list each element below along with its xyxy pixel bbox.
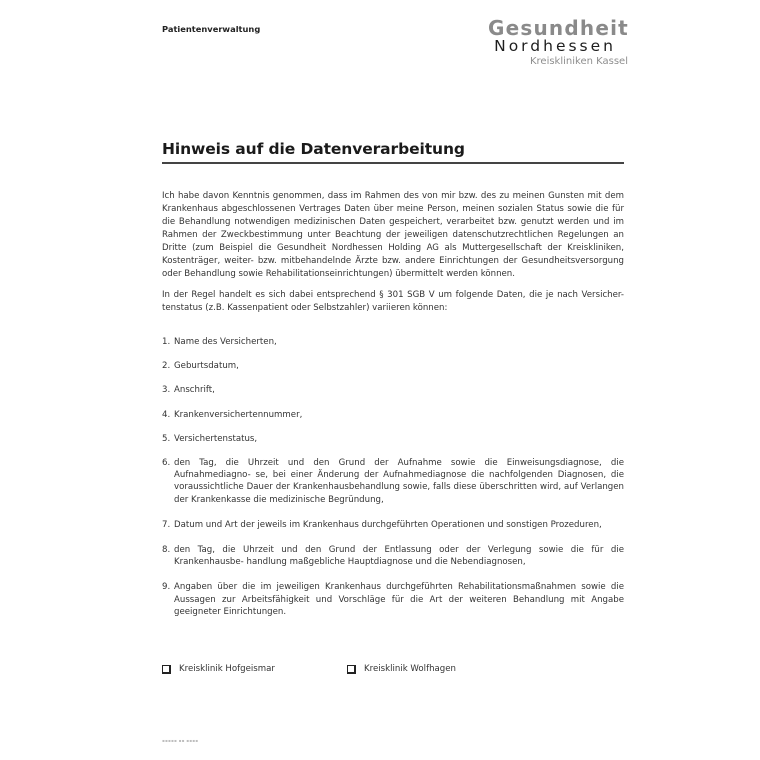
- document-title: Hinweis auf die Datenverarbeitung: [162, 140, 465, 158]
- list-item-text: den Tag, die Uhrzeit und den Grund der Entlassung oder der Verlegung sowie die für die Krankenhausbe- handlung maßgebliche Hauptdiagnose und die Nebendiagnosen,: [174, 545, 624, 568]
- list-item-number: 8.: [162, 545, 171, 556]
- checkbox-wolfhagen[interactable]: [347, 664, 456, 674]
- form-code-mark: ▪▪▪▪▪ ▪▪ ▪▪▪▪: [162, 738, 199, 743]
- list-item-number: 3.: [162, 385, 171, 396]
- list-item-number: 5.: [162, 433, 171, 444]
- list-item-text: Krankenversichertennummer,: [174, 409, 303, 420]
- list-item-text: Angaben über die im jeweiligen Krankenhaus durchgeführten Rehabilitationsmaßnahmen sowie die Aussagen zur Arbeitsfähigkeit und Vorschläge für die Art der weiteren Behandlung mit Angabe geeigneter Einrichtungen.: [174, 582, 624, 617]
- logo-line-1: Gesundheit: [488, 16, 629, 40]
- list-item-text: Anschrift,: [174, 385, 215, 396]
- list-item: [162, 360, 624, 372]
- checkbox-hofgeismar[interactable]: [162, 664, 275, 674]
- list-item-text: Datum und Art der jeweils im Krankenhaus durchgeführten Operationen und sonstigen Prozeduren,: [174, 519, 602, 530]
- list-item-number: 6.: [162, 458, 171, 469]
- list-item: [162, 409, 624, 421]
- list-item-text: Name des Versicherten,: [174, 337, 277, 347]
- list-item: [162, 336, 624, 348]
- logo-line-3: Kreiskliniken Kassel: [529, 55, 628, 67]
- list-item: [162, 544, 624, 568]
- data-items-list: [162, 336, 624, 618]
- checkbox-label: Kreisklinik Hofgeismar: [179, 664, 275, 674]
- list-item-number: 2.: [162, 361, 171, 372]
- title-underline: [162, 162, 624, 164]
- department-label: Patientenverwaltung: [162, 24, 261, 34]
- checkbox-label: Kreisklinik Wolfhagen: [364, 664, 456, 674]
- list-item-text: Geburtsdatum,: [174, 361, 239, 372]
- list-item-number: 7.: [162, 519, 171, 530]
- list-item: [162, 457, 624, 506]
- organization-logo: [488, 18, 628, 67]
- list-item: [162, 581, 624, 618]
- list-item: [162, 384, 624, 396]
- logo-line-2: Nordhessen: [494, 37, 616, 55]
- checkbox-icon[interactable]: [162, 665, 171, 674]
- list-item-number: 9.: [162, 582, 171, 593]
- list-item-text: Versichertenstatus,: [174, 433, 258, 444]
- data-paragraph: In der Regel handelt es sich dabei entsprechend § 301 SGB V um folgende Daten, die je nach Versicher- tenstatus (z.B. Kassenpatient oder Selbstzahler) variieren können:: [162, 290, 624, 313]
- list-item-number: 1.: [162, 337, 171, 347]
- list-item-text: den Tag, die Uhrzeit und den Grund der Aufnahme sowie die Einweisungsdiagnose, die Aufnahmediagno- se, bei einer Änderung der Aufnahmediagnose die nachfolgenden Diagnosen, die voraussichtliche Dauer der Krankenhausbehandlung sowie, falls diese überschritten wird, auf Verlangen der Krankenkasse die medizinische Begründung,: [174, 458, 624, 505]
- list-item: [162, 519, 624, 531]
- list-item-number: 4.: [162, 409, 171, 420]
- intro-paragraph: Ich habe davon Kenntnis genommen, dass im Rahmen des von mir bzw. des zu meinen Gunsten mit dem Krankenhaus abgeschlossenen Vertrages Daten über meine Person, meinen sozialen Status sowie die für die Behandlung notwendigen medizinischen Daten gespeichert, verarbeitet bzw. genutzt werden und im Rahmen der Zweckbestimmung unter Beachtung der jeweiligen datenschutzrechtlichen Regelungen an Dritte (zum Beispiel die Gesundheit Nordhessen Holding AG als Muttergesellschaft der Kreiskliniken, Kostenträger, weiter- bzw. mitbehandelnde Ärzte bzw. andere Einrichtungen der Gesundheitsversorgung oder Behandlung sowie Rehabilitationseinrichtungen) übermittelt werden können.: [162, 191, 624, 279]
- list-item: [162, 433, 624, 445]
- checkbox-icon[interactable]: [347, 665, 356, 674]
